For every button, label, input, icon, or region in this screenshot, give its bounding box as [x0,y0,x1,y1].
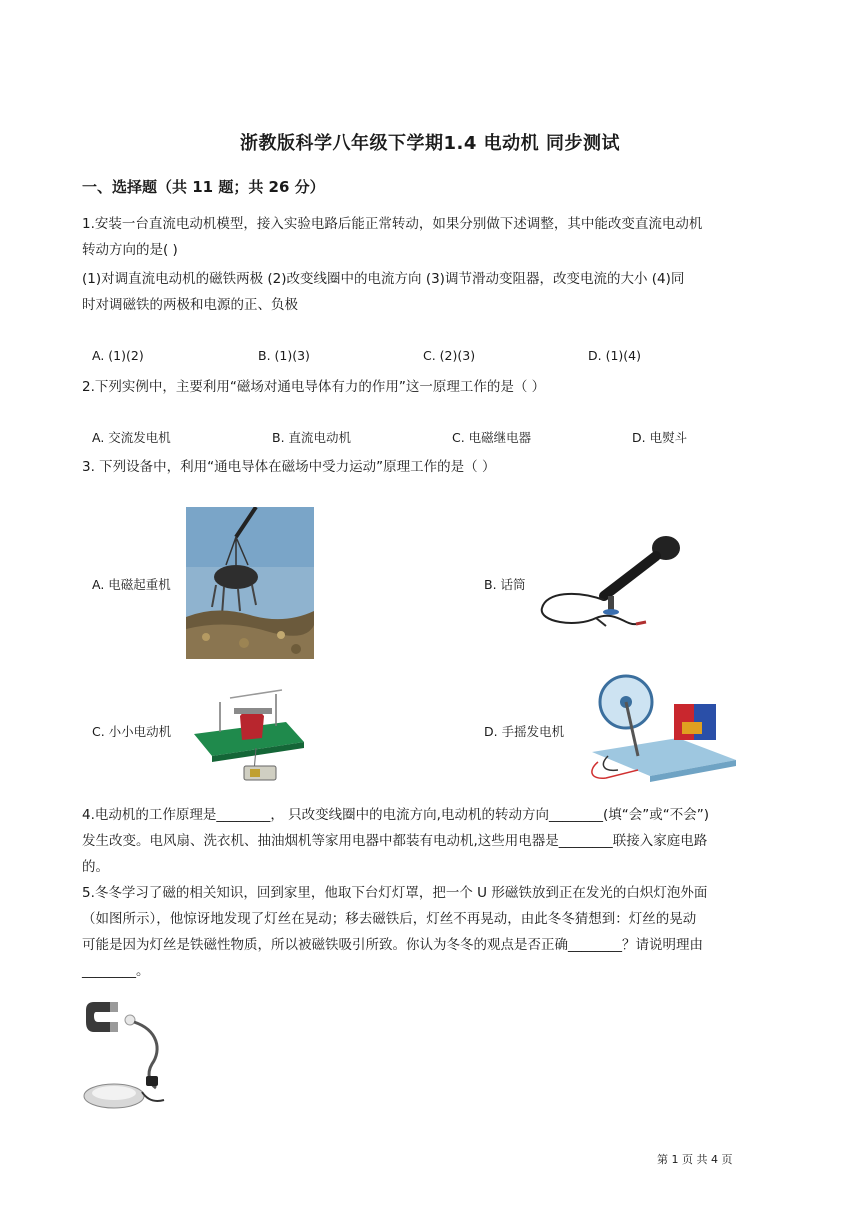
q1-line-4: 时对调磁铁的两极和电源的正、负极 [82,297,298,313]
q3-line-1: 3. 下列设备中，利用“通电导体在磁场中受力运动”原理工作的是（ ） [82,459,496,475]
q2-option-c: C. 电磁继电器 [452,430,532,445]
q1-option-d: D. (1)(4) [588,348,641,363]
q3-option-d: D. 手摇发电机 [484,724,565,739]
q1-option-c: C. (2)(3) [423,348,476,363]
magnet-lamp-image [80,1000,172,1114]
q2-line-1: 2.下列实例中，主要利用“磁场对通电导体有力的作用”这一原理工作的是（ ） [82,379,546,395]
small-motor-image [190,676,308,786]
page-footer: 第 1 页 共 4 页 [657,1153,733,1166]
q3-option-b: B. 话筒 [484,577,526,592]
q1-line-3: (1)对调直流电动机的磁铁两极 (2)改变线圈中的电流方向 (3)调节滑动变阻器，改变电流的大小 (4)同 [82,271,685,287]
q4-line-3: 的。 [82,859,109,875]
q3-option-a: A. 电磁起重机 [92,577,171,592]
q2-option-b: B. 直流电动机 [272,430,352,445]
q3-option-c: C. 小小电动机 [92,724,172,739]
q2-option-a: A. 交流发电机 [92,430,171,445]
q4-line-2: 发生改变。电风扇、洗衣机、抽油烟机等家用电器中都装有电动机,这些用电器是________联接入家庭电路 [82,833,708,849]
electromagnetic-crane-image [186,507,314,659]
q4-line-1: 4.电动机的工作原理是________， 只改变线圈中的电流方向,电动机的转动方向________(填“会”或“不会”) [82,807,709,823]
q2-option-d: D. 电熨斗 [632,430,688,445]
q5-line-1: 5.冬冬学习了磁的相关知识，回到家里，他取下台灯灯罩，把一个 U 形磁铁放到正在发光的白炽灯泡外面 [82,885,708,901]
q5-line-2: （如图所示），他惊讶地发现了灯丝在晃动；移去磁铁后，灯丝不再晃动，由此冬冬猜想到：灯丝的晃动 [82,911,697,927]
q1-option-b: B. (1)(3) [258,348,310,363]
section-heading: 一、选择题（共 11 题；共 26 分） [82,178,325,196]
q5-line-4: ________。 [82,963,150,979]
page-title: 浙教版科学八年级下学期1.4 电动机 同步测试 [240,133,620,154]
microphone-image [536,530,684,632]
q1-line-1: 1.安装一台直流电动机模型，接入实验电路后能正常转动，如果分别做下述调整，其中能改变直流电动机 [82,216,703,232]
q5-line-3: 可能是因为灯丝是铁磁性物质，所以被磁铁吸引所致。你认为冬冬的观点是否正确________？请说明理由 [82,937,703,953]
q1-option-a: A. (1)(2) [92,348,144,363]
hand-crank-generator-image [578,672,738,788]
q1-line-2: 转动方向的是( ) [82,242,178,258]
